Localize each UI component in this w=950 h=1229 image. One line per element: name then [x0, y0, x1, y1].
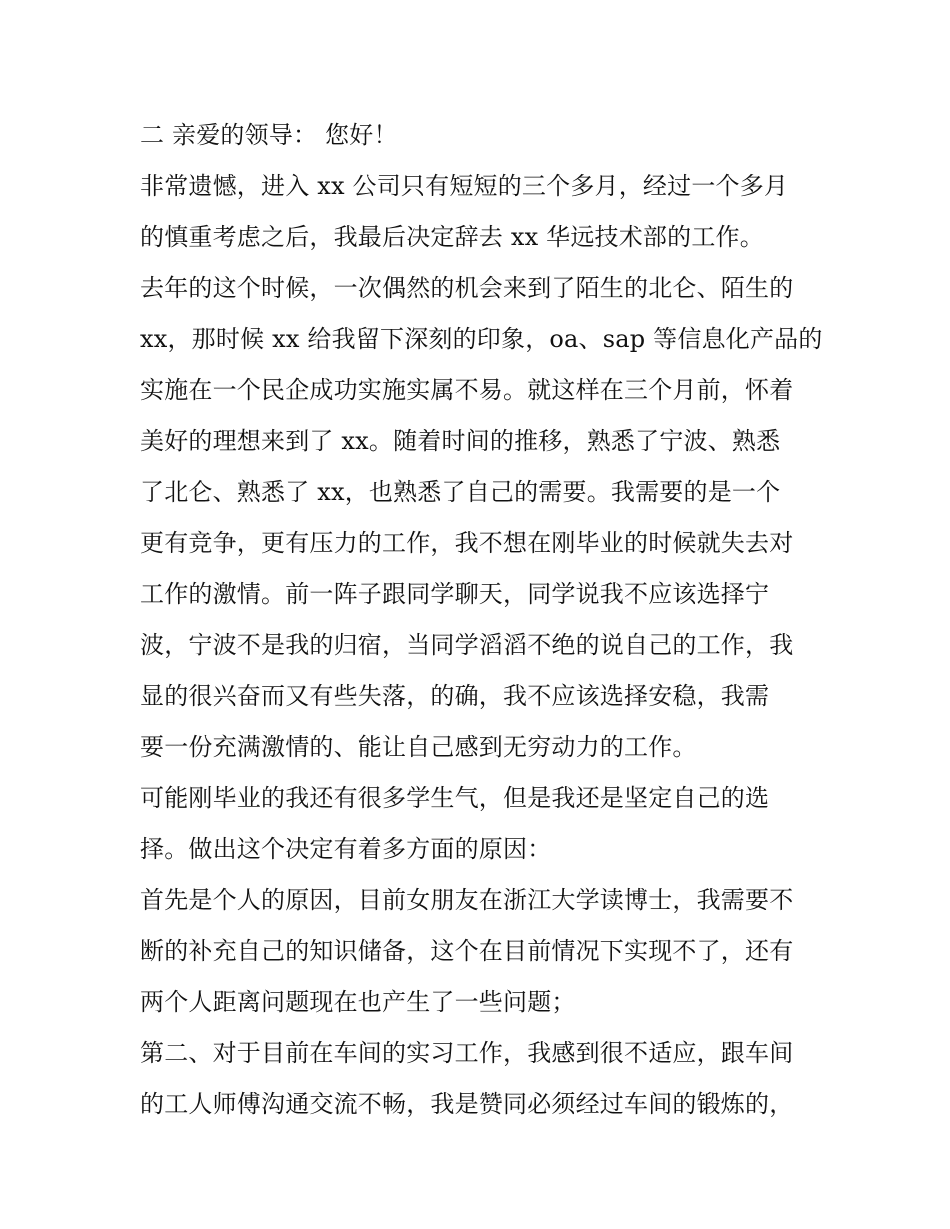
text-line: 两个人距离问题现在也产生了一些问题；: [140, 988, 576, 1016]
text-line: 去年的这个时候，一次偶然的机会来到了陌生的北仑、陌生的: [140, 274, 794, 302]
text-line: 美好的理想来到了 xx。随着时间的推移，熟悉了宁波、熟悉: [140, 427, 781, 455]
text-line: 可能刚毕业的我还有很多学生气，但是我还是坚定自己的选: [140, 784, 770, 812]
text-line: 波，宁波不是我的归宿，当同学滔滔不绝的说自己的工作，我: [140, 631, 794, 659]
text-line: 的慎重考虑之后，我最后决定辞去 xx 华远技术部的工作。: [140, 223, 764, 251]
text-line: 更有竞争，更有压力的工作，我不想在刚毕业的时候就失去对: [140, 529, 794, 557]
text-line: 择。做出这个决定有着多方面的原因：: [140, 835, 552, 863]
text-line: 第二、对于目前在车间的实习工作，我感到很不适应，跟车间: [140, 1039, 794, 1067]
text-line: 了北仑、熟悉了 xx，也熟悉了自己的需要。我需要的是一个: [140, 478, 781, 506]
text-line: 工作的激情。前一阵子跟同学聊天，同学说我不应该选择宁: [140, 580, 770, 608]
letter-body: [140, 110, 830, 1130]
text-line: 实施在一个民企成功实施实属不易。就这样在三个月前，怀着: [140, 376, 794, 404]
text-line: 显的很兴奋而又有些失落，的确，我不应该选择安稳，我需: [140, 682, 770, 710]
text-line: 断的补充自己的知识储备，这个在目前情况下实现不了，还有: [140, 937, 794, 965]
text-line: xx，那时候 xx 给我留下深刻的印象，oa、sap 等信息化产品的: [140, 325, 823, 353]
text-line: 首先是个人的原因，目前女朋友在浙江大学读博士，我需要不: [140, 886, 794, 914]
text-line: 二 亲爱的领导： 您好！: [140, 121, 398, 149]
text-line: 的工人师傅沟通交流不畅，我是赞同必须经过车间的锻炼的，: [140, 1090, 794, 1118]
text-line: 非常遗憾，进入 xx 公司只有短短的三个多月，经过一个多月: [140, 172, 789, 200]
text-line: 要一份充满激情的、能让自己感到无穷动力的工作。: [140, 733, 697, 761]
